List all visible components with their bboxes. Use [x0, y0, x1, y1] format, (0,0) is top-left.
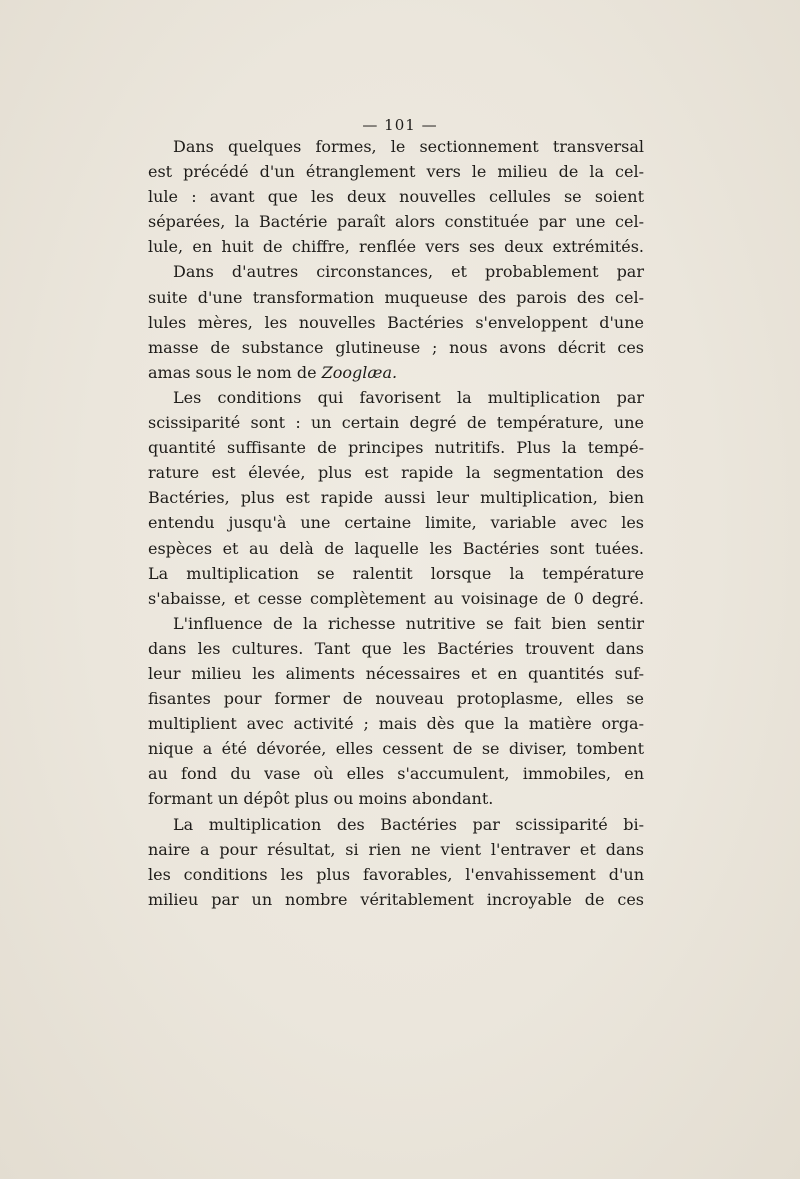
text-line: rature est élevée, plus est rapide la segmentation des	[148, 463, 644, 483]
text-line-last	[148, 363, 644, 388]
text-line: les conditions les plus favorables, l'envahissement d'un	[148, 864, 644, 884]
paragraph-1	[148, 137, 644, 262]
text-line: lule, en huit de chiffre, renflée vers ses deux extrémités.	[148, 237, 644, 257]
text-line: La multiplication se ralentit lorsque la température	[148, 563, 644, 583]
page-number: — 101 —	[362, 116, 438, 134]
text-fragment: amas sous le nom de	[148, 362, 322, 382]
text-line: espèces et au delà de laquelle les Bactéries sont tuées.	[148, 538, 644, 558]
text-line: formant un dépôt plus ou moins abondant.	[148, 789, 494, 809]
body-text	[148, 137, 644, 915]
paragraph-5	[148, 815, 644, 915]
text-line: dans les cultures. Tant que les Bactéries trouvent dans	[148, 638, 644, 658]
text-line: naire a pour résultat, si rien ne vient l'entraver et dans	[148, 839, 644, 859]
text-line: lules mères, les nouvelles Bactéries s'enveloppent d'une	[148, 312, 644, 332]
text-line: nique a été dévorée, elles cessent de se diviser, tombent	[148, 739, 644, 759]
text-line: Dans quelques formes, le sectionnement transversal	[173, 137, 644, 156]
text-line: est précédé d'un étranglement vers le milieu de la cel-	[148, 162, 644, 182]
text-line: masse de substance glutineuse ; nous avons décrit ces	[148, 337, 644, 357]
paragraph-2	[148, 262, 644, 387]
text-line: lule : avant que les deux nouvelles cellules se soient	[148, 187, 644, 207]
text-line: entendu jusqu'à une certaine limite, variable avec les	[148, 513, 644, 533]
text-line: leur milieu les aliments nécessaires et en quantités suf-	[148, 663, 644, 683]
text-line: Dans d'autres circonstances, et probablement par	[173, 262, 644, 282]
text-line: scissiparité sont : un certain degré de température, une	[148, 413, 644, 433]
text-line: Bactéries, plus est rapide aussi leur multiplication, bien	[148, 488, 644, 508]
text-line: s'abaisse, et cesse complètement au voisinage de 0 degré.	[148, 588, 644, 608]
text-line: multiplient avec activité ; mais dès que la matière orga-	[148, 714, 644, 734]
paragraph-3	[148, 388, 644, 614]
text-line: quantité suffisante de principes nutritifs. Plus la tempé-	[148, 438, 644, 458]
text-line: milieu par un nombre véritablement incroyable de ces	[148, 889, 644, 909]
text-line: L'influence de la richesse nutritive se fait bien sentir	[173, 613, 644, 633]
italic-term: Zooglæa.	[321, 362, 398, 382]
text-line: La multiplication des Bactéries par scissiparité bi-	[173, 814, 644, 834]
paragraph-4	[148, 614, 644, 815]
text-line: Les conditions qui favorisent la multiplication par	[173, 387, 644, 407]
text-line: séparées, la Bactérie paraît alors constituée par une cel-	[148, 212, 644, 232]
text-line: fisantes pour former de nouveau protoplasme, elles se	[148, 689, 644, 709]
text-line: suite d'une transformation muqueuse des parois des cel-	[148, 287, 644, 307]
text-line: au fond du vase où elles s'accumulent, immobiles, en	[148, 764, 644, 784]
